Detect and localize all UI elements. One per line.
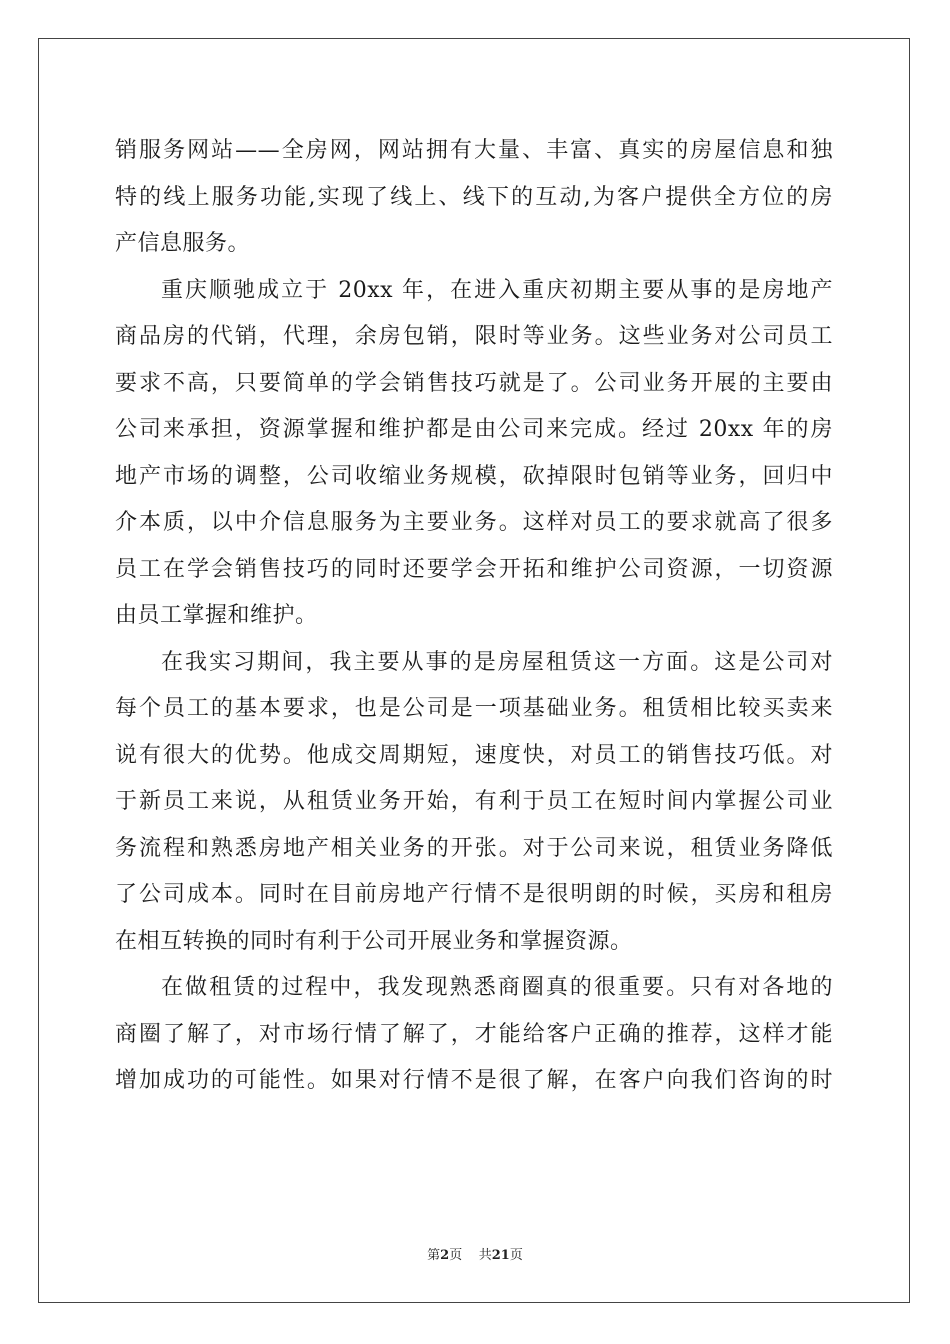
text-line: 于新员工来说，从租赁业务开始，有利于员工在短时间内掌握公司业 bbox=[115, 789, 833, 814]
text-line: 产信息服务。 bbox=[115, 231, 251, 256]
text-line: 要求不高，只要简单的学会销售技巧就是了。公司业务开展的主要由 bbox=[115, 370, 833, 396]
page-footer bbox=[0, 1244, 950, 1263]
page-number: 2 bbox=[440, 1248, 450, 1263]
page-suffix: 页 bbox=[449, 1248, 463, 1263]
page-prefix: 第 bbox=[427, 1248, 441, 1263]
text-line: 每个员工的基本要求，也是公司是一项基础业务。租赁相比较买卖来 bbox=[115, 696, 833, 721]
text-line: 说有很大的优势。他成交周期短，速度快，对员工的销售技巧低。对 bbox=[115, 742, 833, 768]
text-line: 商圈了解了，对市场行情了解了，才能给客户正确的推荐，这样才能 bbox=[115, 1021, 833, 1047]
document-body bbox=[115, 128, 833, 1105]
text-line: 在相互转换的同时有利于公司开展业务和掌握资源。 bbox=[115, 928, 633, 954]
text-line: 务流程和熟悉房地产相关业务的开张。对于公司来说，租赁业务降低 bbox=[115, 835, 833, 861]
text-line: 地产市场的调整，公司收缩业务规模，砍掉限时包销等业务，回归中 bbox=[115, 463, 833, 489]
text-line: 员工在学会销售技巧的同时还要学会开拓和维护公司资源，一切资源 bbox=[115, 556, 833, 582]
text-line: 销服务网站——全房网，网站拥有大量、丰富、真实的房屋信息和独 bbox=[115, 138, 833, 163]
text-line: 由员工掌握和维护。 bbox=[115, 603, 318, 628]
text-line: 在做租赁的过程中，我发现熟悉商圈真的很重要。只有对各地的 bbox=[161, 975, 833, 1000]
total-prefix: 共 bbox=[478, 1248, 492, 1263]
total-suffix: 页 bbox=[509, 1248, 523, 1263]
text-line: 了公司成本。同时在目前房地产行情不是很明朗的时候，买房和租房 bbox=[115, 882, 833, 907]
total-pages: 21 bbox=[491, 1248, 510, 1263]
text-line: 公司来承担，资源掌握和维护都是由公司来完成。经过 20xx 年的房 bbox=[115, 417, 833, 442]
footer-spacer bbox=[462, 1248, 479, 1263]
text-line: 特的线上服务功能,实现了线上、线下的互动,为客户提供全方位的房 bbox=[115, 184, 833, 210]
text-line: 介本质，以中介信息服务为主要业务。这样对员工的要求就高了很多 bbox=[115, 510, 833, 535]
text-line: 商品房的代销，代理，余房包销，限时等业务。这些业务对公司员工 bbox=[115, 324, 833, 349]
text-line: 重庆顺驰成立于 20xx 年，在进入重庆初期主要从事的是房地产 bbox=[161, 277, 833, 303]
text-line: 增加成功的可能性。如果对行情不是很了解，在客户向我们咨询的时 bbox=[115, 1068, 833, 1093]
text-line: 在我实习期间，我主要从事的是房屋租赁这一方面。这是公司对 bbox=[161, 649, 833, 675]
